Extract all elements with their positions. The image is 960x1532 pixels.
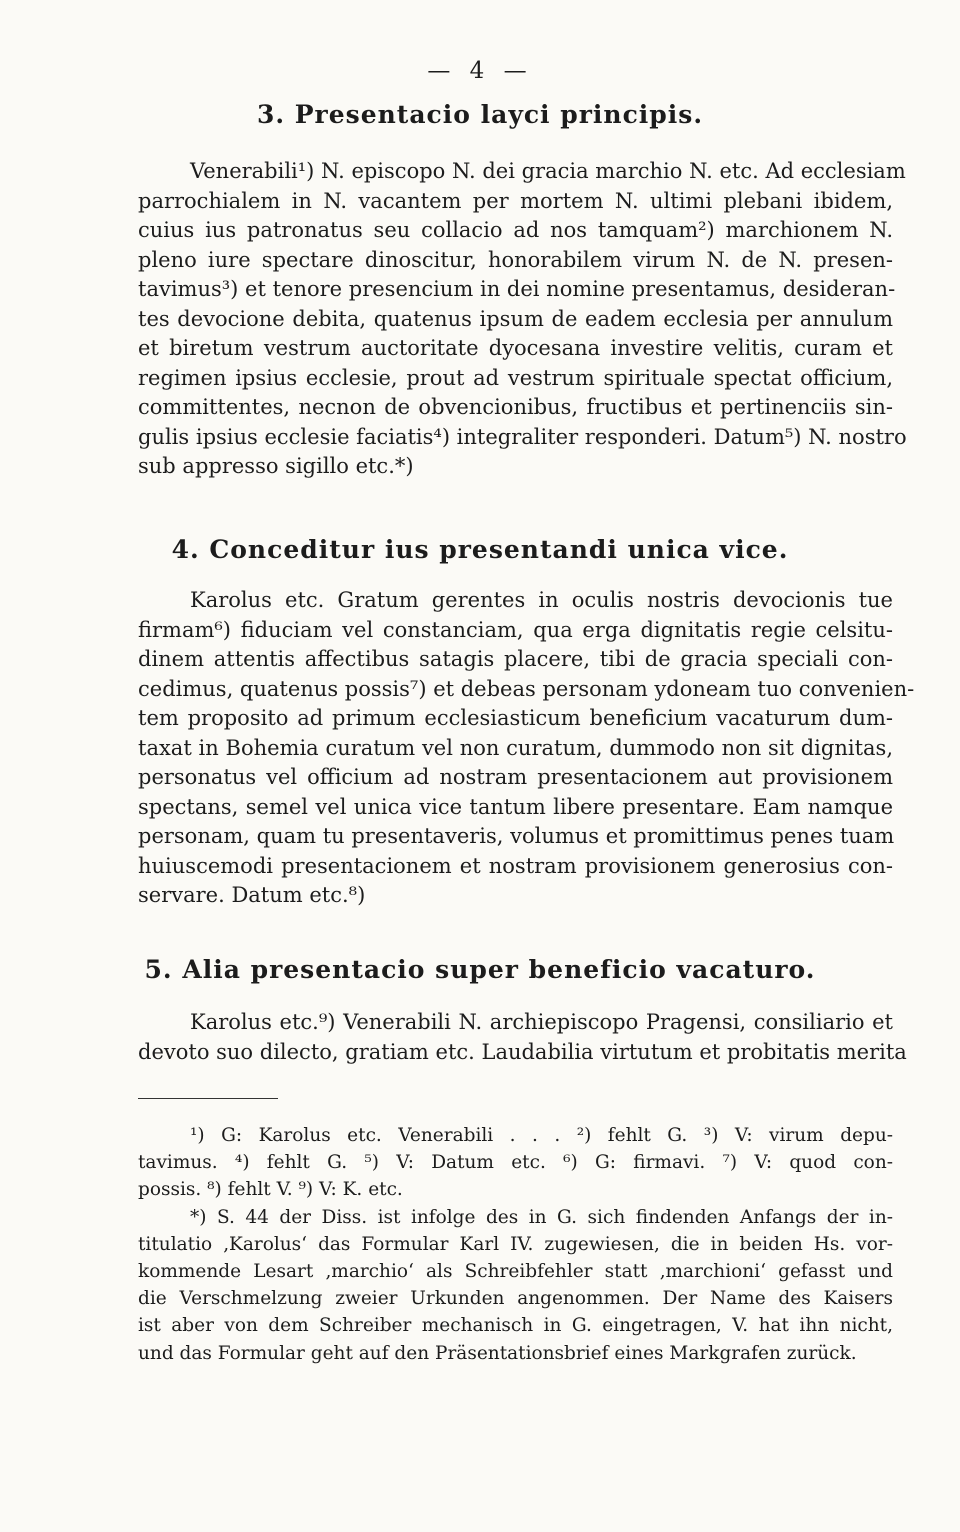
text-line: parrochialem in N. vacantem per mortem N. ultimi plebani ibidem, [138, 188, 893, 213]
footnote-line: kommende Lesart ‚marchio‘ als Schreibfehler statt ‚marchioni‘ gefasst und [138, 1261, 893, 1283]
text-line: devoto suo dilecto, gratiam etc. Laudabilia virtutum et probitatis merita [138, 1039, 907, 1064]
text-line: pleno iure spectare dinoscitur, honorabilem virum N. de N. presen- [138, 247, 893, 272]
text-line: committentes, necnon de obvencionibus, fructibus et pertinenciis sin- [138, 395, 893, 419]
text-line: Venerabili¹) N. episcopo N. dei gracia marchio N. etc. Ad ecclesiam [190, 159, 906, 183]
footnote-divider [138, 1098, 278, 1099]
text-line: cedimus, quatenus possis⁷) et debeas personam ydoneam tuo convenien- [138, 676, 915, 701]
section-3-body [138, 157, 907, 482]
section-5-body [138, 1008, 907, 1067]
text-line: et biretum vestrum auctoritate dyocesana investire velitis, curam et [138, 336, 893, 360]
text-line: regimen ipsius ecclesie, prout ad vestrum spirituale spectat officium, [138, 365, 893, 390]
page-number: — 4 — [427, 58, 533, 84]
footnotes [138, 1122, 893, 1367]
footnote-line: und das Formular geht auf den Präsentationsbrief eines Markgrafen zurück. [138, 1342, 857, 1364]
text-line: personam, quam tu presentaveris, volumus et promittimus penes tuam [138, 824, 895, 848]
footnote-line: die Verschmelzung zweier Urkunden angenommen. Der Name des Kaisers [138, 1288, 893, 1310]
footnote-line: possis. ⁸) fehlt V. ⁹) V: K. etc. [138, 1179, 403, 1201]
text-line: firmam⁶) fiduciam vel constanciam, qua erga dignitatis regie celsitu- [138, 617, 893, 642]
text-line: Karolus etc.⁹) Venerabili N. archiepiscopo Pragensi, consiliario et [190, 1010, 893, 1034]
text-line: servare. Datum etc.⁸) [138, 883, 366, 907]
text-line: tem proposito ad primum ecclesiasticum beneficium vacaturum dum- [138, 706, 893, 730]
footnote-line: ¹) G: Karolus etc. Venerabili . . . ²) fehlt G. ³) V: virum depu- [190, 1125, 893, 1146]
text-line: taxat in Bohemia curatum vel non curatum, dummodo non sit dignitas, [138, 735, 893, 760]
text-line: sub appresso sigillo etc.*) [138, 454, 414, 478]
section-4-body [138, 586, 915, 911]
text-line: gulis ipsius ecclesie faciatis⁴) integraliter responderi. Datum⁵) N. nostro [138, 424, 907, 449]
section-5-heading: 5. Alia presentacio super beneficio vacaturo. [144, 955, 816, 984]
section-3-heading: 3. Presentacio layci principis. [256, 100, 704, 129]
text-line: Karolus etc. Gratum gerentes in oculis nostris devocionis tue [190, 588, 893, 612]
text-line: huiuscemodi presentacionem et nostram provisionem generosius con- [138, 853, 893, 878]
text-line: dinem attentis affectibus satagis placere, tibi de gracia speciali con- [138, 647, 893, 671]
text-line: tavimus³) et tenore presencium in dei nomine presentamus, desideran- [138, 277, 896, 301]
text-line: spectans, semel vel unica vice tantum libere presentare. Eam namque [138, 794, 893, 819]
text-line: cuius ius patronatus seu collacio ad nos tamquam²) marchionem N. [138, 218, 893, 242]
footnote-line: tavimus. ⁴) fehlt G. ⁵) V: Datum etc. ⁶) G: firmavi. ⁷) V: quod con- [138, 1152, 893, 1174]
text-line: tes devocione debita, quatenus ipsum de eadem ecclesia per annulum [138, 306, 893, 331]
footnote-line: titulatio ‚Karolus‘ das Formular Karl IV. zugewiesen, die in beiden Hs. vor- [138, 1233, 893, 1255]
section-4-heading: 4. Conceditur ius presentandi unica vice. [171, 535, 789, 564]
footnote-line: ist aber von dem Schreiber mechanisch in G. eingetragen, V. hat ihn nicht, [138, 1315, 893, 1337]
text-line: personatus vel officium ad nostram presentacionem aut provisionem [138, 765, 893, 789]
footnote-line: *) S. 44 der Diss. ist infolge des in G. sich findenden Anfangs der in- [190, 1206, 893, 1228]
